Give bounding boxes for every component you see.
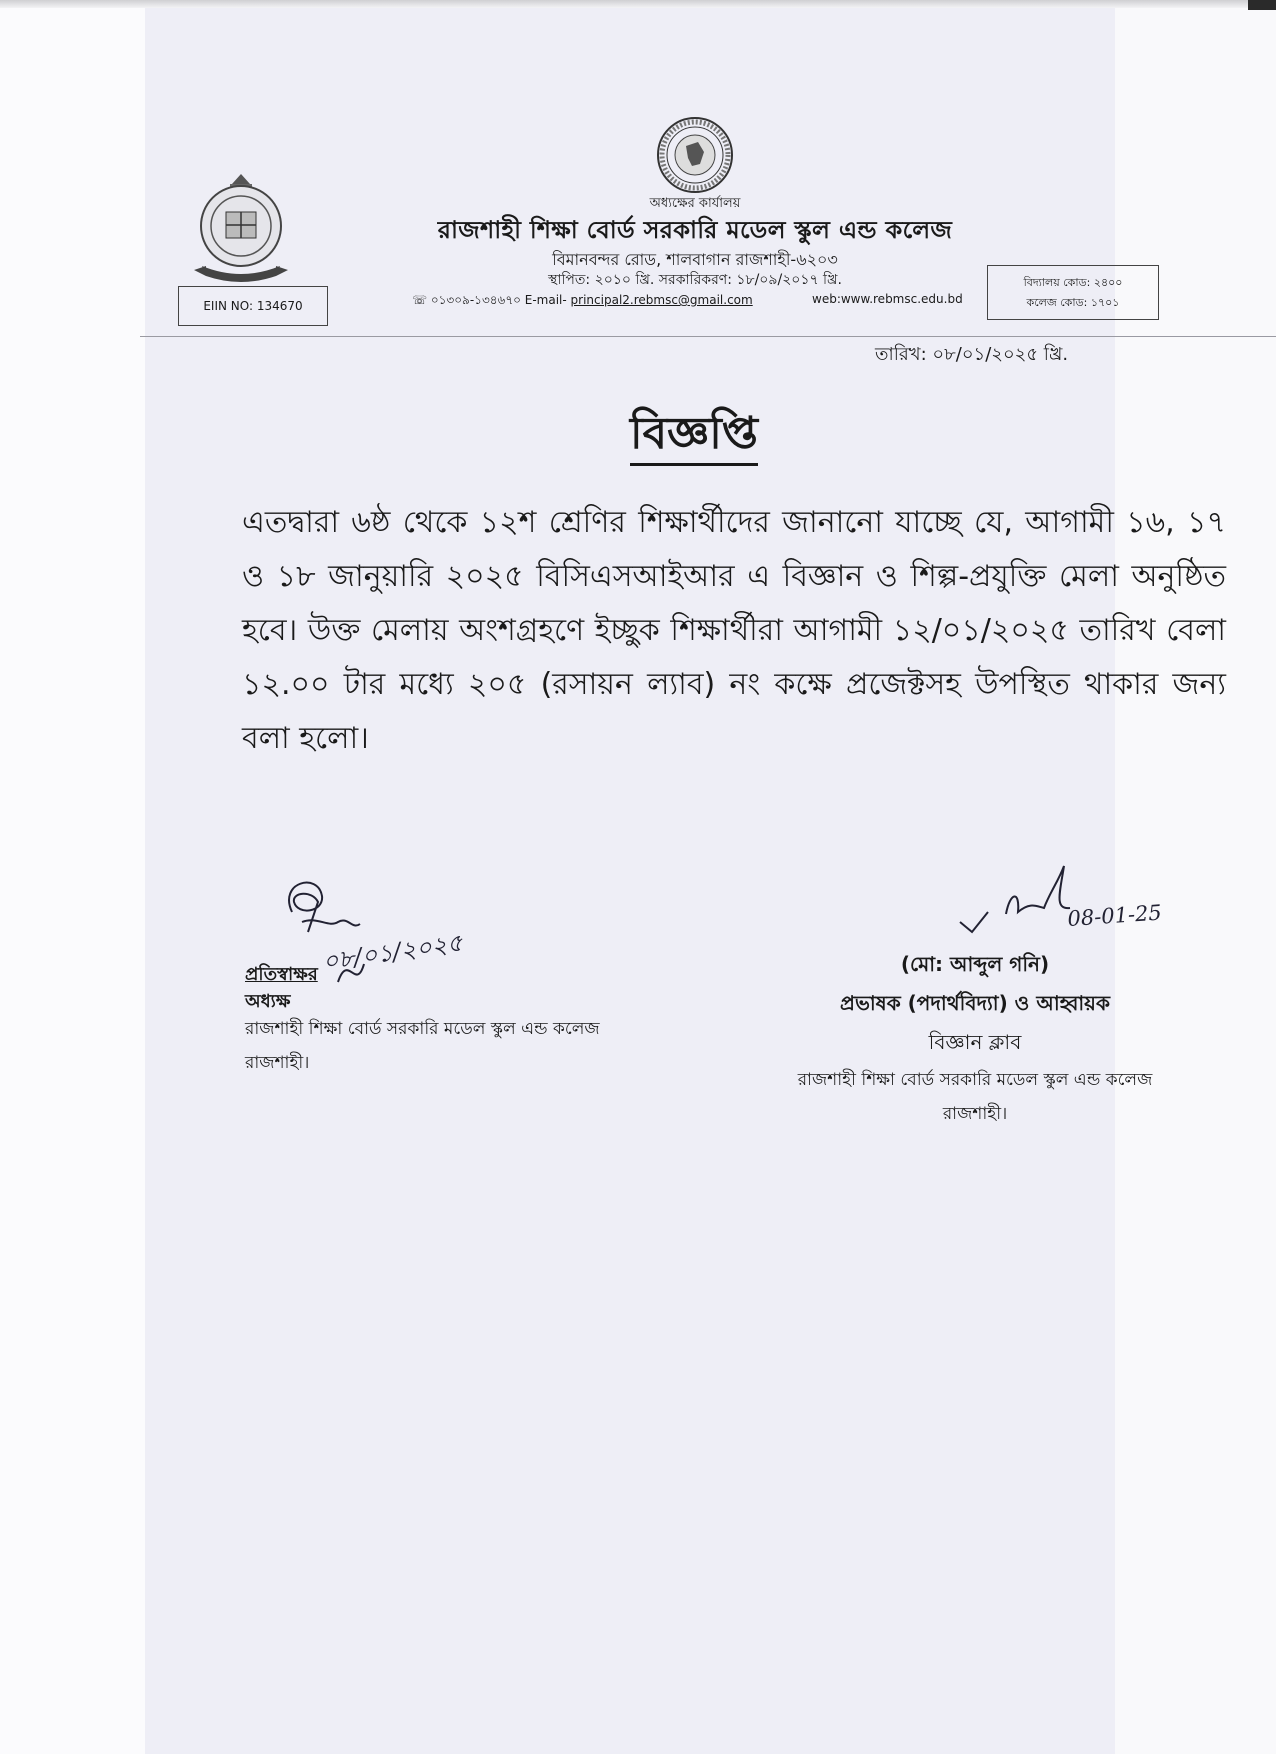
principal-signature-date: ০৮/০১/২০২৫ bbox=[320, 928, 465, 976]
government-seal-icon bbox=[656, 116, 734, 194]
convener-designation: প্রভাষক (পদার্থবিদ্যা) ও আহ্বায়ক bbox=[840, 991, 1110, 1015]
convener-signature-icon bbox=[940, 862, 1200, 940]
eiin-number: EIIN NO: 134670 bbox=[203, 299, 303, 313]
eiin-box bbox=[178, 286, 328, 326]
establishment-info: স্থাপিত: ২০১০ খ্রি. সরকারিকরণ: ১৮/০৯/২০১৭ খ্রি. bbox=[548, 272, 842, 288]
phone-icon: ☏ bbox=[412, 293, 428, 307]
countersign-label: প্রতিস্বাক্ষর bbox=[245, 964, 318, 985]
office-label: অধ্যক্ষের কার্যালয় bbox=[649, 196, 741, 211]
convener-city: রাজশাহী। bbox=[942, 1104, 1008, 1124]
convener-club: বিজ্ঞান ক্লাব bbox=[928, 1030, 1022, 1054]
convener-organization: রাজশাহী শিক্ষা বোর্ড সরকারি মডেল স্কুল এন্ড কলেজ bbox=[797, 1070, 1153, 1090]
website-link[interactable]: web:www.rebmsc.edu.bd bbox=[812, 292, 963, 306]
header-divider bbox=[140, 336, 1276, 337]
notice-title-text: বিজ্ঞপ্তি bbox=[630, 408, 758, 466]
email-link[interactable]: principal2.rebmsc@gmail.com bbox=[570, 293, 753, 307]
scan-top-edge bbox=[0, 0, 1276, 8]
contact-line bbox=[412, 292, 753, 312]
notice-body: এতদ্বারা ৬ষ্ঠ থেকে ১২শ শ্রেণির শিক্ষার্থীদের জানানো যাচ্ছে যে, আগামী ১৬, ১৭ ও ১৮ জানুয়ারি ২০২৫ বিসিএসআইআর এ বিজ্ঞান ও শিল্প-প্রযুক্তি মেলা অনুষ্ঠিত হবে। উক্ত মেলায় অংশগ্রহণে ইচ্ছুক শিক্ষার্থীরা আগামী ১২/০১/২০২৫ তারিখ বেলা ১২.০০ টার মধ্যে ২০৫ (রসায়ন ল্যাব) নং কক্ষে প্রজেক্টসহ উপস্থিত থাকার জন্য বলা হলো। bbox=[242, 505, 1226, 756]
phone-number: ০১৩০৯-১৩৪৬৭০ bbox=[430, 293, 521, 307]
school-name: রাজশাহী শিক্ষা বোর্ড সরকারি মডেল স্কুল এন্ড কলেজ bbox=[437, 216, 953, 244]
school-code: বিদ্যালয় কোড: ২৪০০ bbox=[1023, 276, 1123, 289]
convener-block bbox=[745, 950, 1205, 1129]
college-code: কলেজ কোড: ১৭০১ bbox=[1026, 296, 1120, 309]
principal-city: রাজশাহী। bbox=[245, 1053, 310, 1073]
convener-signature-date: 08-01-25 bbox=[1066, 900, 1163, 931]
principal-organization: রাজশাহী শিক্ষা বোর্ড সরকারি মডেল স্কুল এন্ড কলেজ bbox=[245, 1019, 600, 1039]
school-address: বিমানবন্দর রোড, শালবাগান রাজশাহী-৬২০৩ bbox=[552, 250, 838, 269]
scan-corner bbox=[1248, 0, 1276, 10]
principal-title: অধ্যক্ষ bbox=[245, 991, 291, 1012]
notice-title bbox=[0, 400, 1276, 473]
notice-date: তারিখ: ০৮/০১/২০২৫ খ্রি. bbox=[875, 344, 1069, 365]
convener-name: (মো: আব্দুল গনি) bbox=[900, 952, 1050, 976]
institution-code-box bbox=[987, 265, 1159, 320]
email-label: E-mail- bbox=[524, 293, 567, 307]
